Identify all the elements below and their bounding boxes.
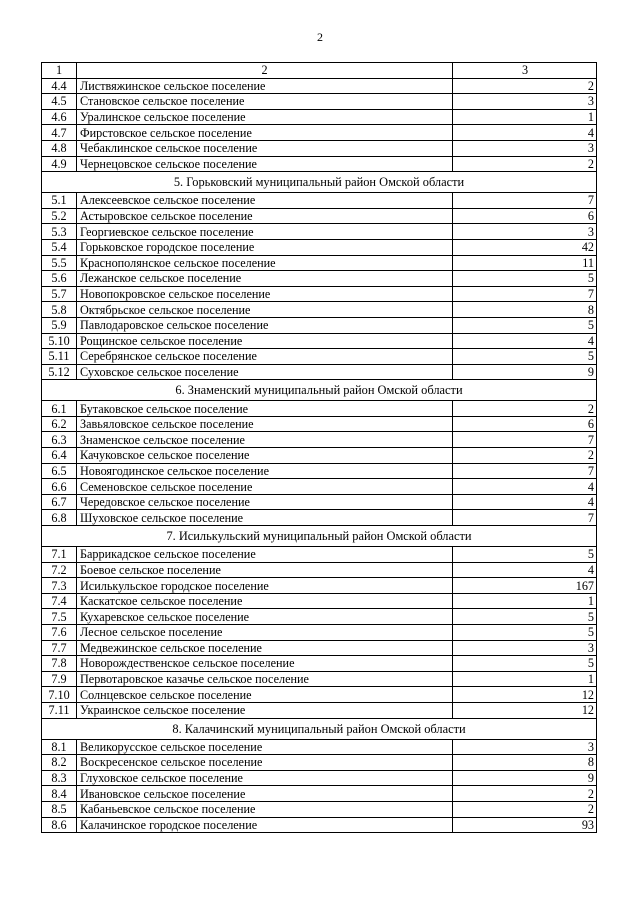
table-row [42, 687, 597, 703]
settlement-value: 1 [453, 671, 597, 687]
settlement-name: Серебрянское сельское поселение [77, 349, 453, 365]
row-number: 7.7 [42, 640, 77, 656]
row-number: 6.6 [42, 479, 77, 495]
table-row [42, 109, 597, 125]
settlement-value: 5 [453, 349, 597, 365]
settlement-name: Знаменское сельское поселение [77, 432, 453, 448]
row-number: 5.12 [42, 364, 77, 380]
table-row [42, 801, 597, 817]
district-section-title: 8. Калачинский муниципальный район Омской области [42, 718, 597, 739]
row-number: 8.1 [42, 739, 77, 755]
row-number: 6.2 [42, 416, 77, 432]
row-number: 7.4 [42, 593, 77, 609]
table-row [42, 271, 597, 287]
row-number: 6.7 [42, 494, 77, 510]
settlement-name: Листвяжинское сельское поселение [77, 78, 453, 94]
table-row [42, 239, 597, 255]
table-row [42, 578, 597, 594]
table-row [42, 770, 597, 786]
district-section-row [42, 380, 597, 401]
settlement-name: Кухаревское сельское поселение [77, 609, 453, 625]
table-row [42, 625, 597, 641]
table-row [42, 463, 597, 479]
settlement-name: Уралинское сельское поселение [77, 109, 453, 125]
settlement-value: 12 [453, 687, 597, 703]
settlement-name: Баррикадское сельское поселение [77, 547, 453, 563]
row-number: 7.9 [42, 671, 77, 687]
settlement-value: 7 [453, 510, 597, 526]
settlement-value: 8 [453, 755, 597, 771]
settlement-value: 7 [453, 286, 597, 302]
table-row [42, 432, 597, 448]
row-number: 5.3 [42, 224, 77, 240]
settlement-value: 5 [453, 656, 597, 672]
row-number: 5.10 [42, 333, 77, 349]
table-row [42, 739, 597, 755]
table-row [42, 448, 597, 464]
table-row [42, 193, 597, 209]
table-row [42, 208, 597, 224]
row-number: 5.9 [42, 317, 77, 333]
row-number: 7.6 [42, 625, 77, 641]
row-number: 7.5 [42, 609, 77, 625]
settlement-value: 5 [453, 317, 597, 333]
row-number: 5.4 [42, 239, 77, 255]
settlement-name: Горьковское городское поселение [77, 239, 453, 255]
settlement-value: 3 [453, 640, 597, 656]
row-number: 5.7 [42, 286, 77, 302]
table-row [42, 755, 597, 771]
settlements-table-body [42, 63, 597, 833]
settlement-value: 11 [453, 255, 597, 271]
settlement-name: Октябрьское сельское поселение [77, 302, 453, 318]
table-row [42, 562, 597, 578]
settlement-value: 5 [453, 271, 597, 287]
settlement-value: 2 [453, 401, 597, 417]
table-row [42, 547, 597, 563]
table-row [42, 609, 597, 625]
settlement-name: Краснополянское сельское поселение [77, 255, 453, 271]
row-number: 6.1 [42, 401, 77, 417]
row-number: 4.9 [42, 156, 77, 172]
settlement-value: 2 [453, 156, 597, 172]
settlement-value: 4 [453, 562, 597, 578]
row-number: 8.3 [42, 770, 77, 786]
settlement-name: Алексеевское сельское поселение [77, 193, 453, 209]
settlement-value: 4 [453, 333, 597, 349]
table-row [42, 786, 597, 802]
table-row [42, 255, 597, 271]
settlement-value: 2 [453, 78, 597, 94]
settlement-value: 1 [453, 109, 597, 125]
table-row [42, 593, 597, 609]
settlement-name: Каскатское сельское поселение [77, 593, 453, 609]
table-row [42, 510, 597, 526]
row-number: 7.2 [42, 562, 77, 578]
settlement-value: 2 [453, 801, 597, 817]
settlement-name: Новоягодинское сельское поселение [77, 463, 453, 479]
settlement-value: 2 [453, 448, 597, 464]
settlement-value: 6 [453, 416, 597, 432]
table-row [42, 94, 597, 110]
settlement-value: 3 [453, 140, 597, 156]
settlement-value: 6 [453, 208, 597, 224]
settlement-value: 7 [453, 193, 597, 209]
settlement-value: 4 [453, 125, 597, 141]
settlement-name: Суховское сельское поселение [77, 364, 453, 380]
row-number: 5.8 [42, 302, 77, 318]
settlement-name: Павлодаровское сельское поселение [77, 317, 453, 333]
row-number: 5.6 [42, 271, 77, 287]
settlement-name: Лесное сельское поселение [77, 625, 453, 641]
table-row [42, 156, 597, 172]
settlement-name: Георгиевское сельское поселение [77, 224, 453, 240]
row-number: 5.2 [42, 208, 77, 224]
settlement-value: 3 [453, 224, 597, 240]
settlement-name: Ивановское сельское поселение [77, 786, 453, 802]
settlement-value: 7 [453, 432, 597, 448]
district-section-row [42, 718, 597, 739]
settlement-name: Украинское сельское поселение [77, 702, 453, 718]
settlement-name: Семеновское сельское поселение [77, 479, 453, 495]
district-section-title: 6. Знаменский муниципальный район Омской области [42, 380, 597, 401]
table-row [42, 302, 597, 318]
table-row [42, 78, 597, 94]
settlement-name: Глуховское сельское поселение [77, 770, 453, 786]
table-row [42, 494, 597, 510]
settlement-name: Боевое сельское поселение [77, 562, 453, 578]
table-header-row [42, 63, 597, 79]
settlement-name: Новорождественское сельское поселение [77, 656, 453, 672]
row-number: 7.11 [42, 702, 77, 718]
settlement-value: 167 [453, 578, 597, 594]
table-row [42, 640, 597, 656]
settlement-value: 4 [453, 479, 597, 495]
settlement-name: Фирстовское сельское поселение [77, 125, 453, 141]
row-number: 6.4 [42, 448, 77, 464]
row-number: 4.8 [42, 140, 77, 156]
settlement-value: 9 [453, 364, 597, 380]
row-number: 8.5 [42, 801, 77, 817]
settlement-name: Кабаньевское сельское поселение [77, 801, 453, 817]
district-section-row [42, 172, 597, 193]
table-row [42, 364, 597, 380]
settlement-name: Чебаклинское сельское поселение [77, 140, 453, 156]
settlement-value: 1 [453, 593, 597, 609]
settlement-value: 4 [453, 494, 597, 510]
settlement-name: Воскресенское сельское поселение [77, 755, 453, 771]
table-row [42, 125, 597, 141]
settlement-name: Исилькульское городское поселение [77, 578, 453, 594]
settlement-value: 5 [453, 547, 597, 563]
row-number: 6.5 [42, 463, 77, 479]
table-row [42, 349, 597, 365]
settlement-name: Чернецовское сельское поселение [77, 156, 453, 172]
table-row [42, 702, 597, 718]
row-number: 6.3 [42, 432, 77, 448]
settlement-name: Качуковское сельское поселение [77, 448, 453, 464]
settlement-name: Астыровское сельское поселение [77, 208, 453, 224]
settlement-value: 5 [453, 609, 597, 625]
row-number: 6.8 [42, 510, 77, 526]
settlement-name: Бутаковское сельское поселение [77, 401, 453, 417]
row-number: 7.1 [42, 547, 77, 563]
table-row [42, 317, 597, 333]
district-section-title: 5. Горьковский муниципальный район Омской области [42, 172, 597, 193]
table-row [42, 671, 597, 687]
row-number: 7.8 [42, 656, 77, 672]
table-row [42, 479, 597, 495]
table-row [42, 416, 597, 432]
settlement-name: Медвежинское сельское поселение [77, 640, 453, 656]
table-row [42, 401, 597, 417]
settlement-name: Солнцевское сельское поселение [77, 687, 453, 703]
settlement-name: Новопокровское сельское поселение [77, 286, 453, 302]
settlement-value: 9 [453, 770, 597, 786]
row-number: 8.4 [42, 786, 77, 802]
table-row [42, 140, 597, 156]
district-section-row [42, 526, 597, 547]
settlement-name: Чередовское сельское поселение [77, 494, 453, 510]
settlement-value: 93 [453, 817, 597, 833]
settlement-value: 12 [453, 702, 597, 718]
settlement-name: Завьяловское сельское поселение [77, 416, 453, 432]
table-row [42, 286, 597, 302]
column-header-value: 3 [453, 63, 597, 79]
settlement-value: 5 [453, 625, 597, 641]
settlements-table [41, 62, 597, 833]
row-number: 5.1 [42, 193, 77, 209]
row-number: 8.6 [42, 817, 77, 833]
settlement-name: Великорусское сельское поселение [77, 739, 453, 755]
row-number: 4.4 [42, 78, 77, 94]
settlement-name: Первотаровское казачье сельское поселение [77, 671, 453, 687]
district-section-title: 7. Исилькульский муниципальный район Омской области [42, 526, 597, 547]
row-number: 4.7 [42, 125, 77, 141]
row-number: 7.3 [42, 578, 77, 594]
column-header-name: 2 [77, 63, 453, 79]
settlement-name: Шуховское сельское поселение [77, 510, 453, 526]
table-row [42, 656, 597, 672]
page-number: 2 [317, 30, 323, 44]
row-number: 7.10 [42, 687, 77, 703]
settlement-value: 8 [453, 302, 597, 318]
settlement-value: 3 [453, 94, 597, 110]
settlement-name: Становское сельское поселение [77, 94, 453, 110]
row-number: 5.11 [42, 349, 77, 365]
row-number: 4.5 [42, 94, 77, 110]
table-row [42, 817, 597, 833]
row-number: 8.2 [42, 755, 77, 771]
row-number: 4.6 [42, 109, 77, 125]
settlement-value: 2 [453, 786, 597, 802]
settlement-value: 3 [453, 739, 597, 755]
settlement-name: Рощинское сельское поселение [77, 333, 453, 349]
column-header-number: 1 [42, 63, 77, 79]
row-number: 5.5 [42, 255, 77, 271]
settlement-value: 7 [453, 463, 597, 479]
settlement-name: Лежанское сельское поселение [77, 271, 453, 287]
settlement-name: Калачинское городское поселение [77, 817, 453, 833]
table-row [42, 333, 597, 349]
settlement-value: 42 [453, 239, 597, 255]
table-row [42, 224, 597, 240]
